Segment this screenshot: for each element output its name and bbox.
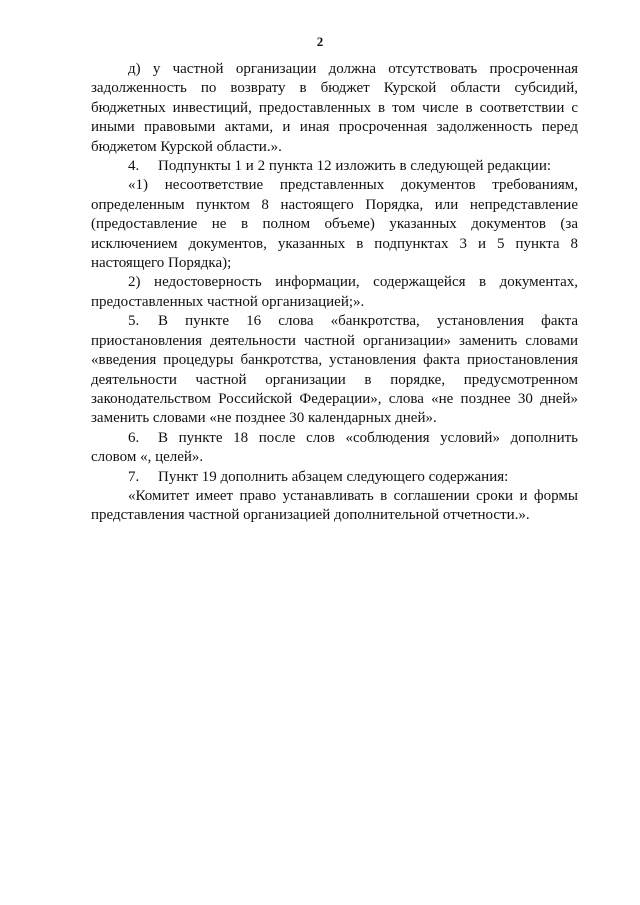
paragraph-subitem-d	[91, 60, 578, 157]
paragraph-item-7	[91, 468, 578, 487]
paragraph-subitem-2	[91, 273, 578, 312]
paragraph-text: Пункт 19 дополнить абзацем следующего содержания:	[158, 468, 509, 485]
item-number: 5.	[128, 313, 140, 330]
paragraph-text: 2) недостоверность информации, содержащейся в документах, предоставленных частной организацией;».	[91, 274, 578, 310]
paragraph-text: Подпункты 1 и 2 пункта 12 изложить в следующей редакции:	[158, 158, 552, 175]
paragraph-subitem-1	[91, 176, 578, 273]
item-number: 7.	[128, 468, 140, 485]
paragraph-text: «1) несоответствие представленных документов требованиям, определенным пунктом 8 настоящего Порядка, или непредставление (предоставление не в полном объеме) указанных документов (за исключением документов, указанных в подпунктах 3 и 5 пункта 8 настоящего Порядка);	[91, 177, 578, 272]
item-number: 6.	[128, 429, 140, 446]
paragraph-item-6	[91, 429, 578, 468]
page-number: 2	[316, 34, 324, 49]
paragraph-item-4	[91, 157, 578, 176]
paragraph-item-5	[91, 312, 578, 428]
paragraph-text: В пункте 18 после слов «соблюдения условий» дополнить словом «, целей».	[91, 429, 578, 466]
paragraph-text: В пункте 16 слова «банкротства, установления факта приостановления деятельности частной организации» заменить словами «введения процедуры банкротства, установления факта приостановления деятельности частной организации в порядке, предусмотренном законодательством Российской Федерации», слова «не позднее 30 дней» заменить словами «не позднее 30 календарных дней».	[91, 313, 578, 427]
paragraph-text: «Комитет имеет право устанавливать в соглашении сроки и формы представления частной организацией дополнительной отчетности.».	[91, 487, 578, 524]
paragraph-text: д) у частной организации должна отсутствовать просроченная задолженность по возврату в бюджет Курской области субсидий, бюджетных инвестиций, предоставленных в том числе в соответствии с иными правовыми актами, и иная просроченная задолженность перед бюджетом Курской области.».	[91, 61, 578, 155]
item-number: 4.	[128, 158, 140, 175]
paragraph-added-text	[91, 487, 578, 526]
document-body	[91, 60, 578, 526]
